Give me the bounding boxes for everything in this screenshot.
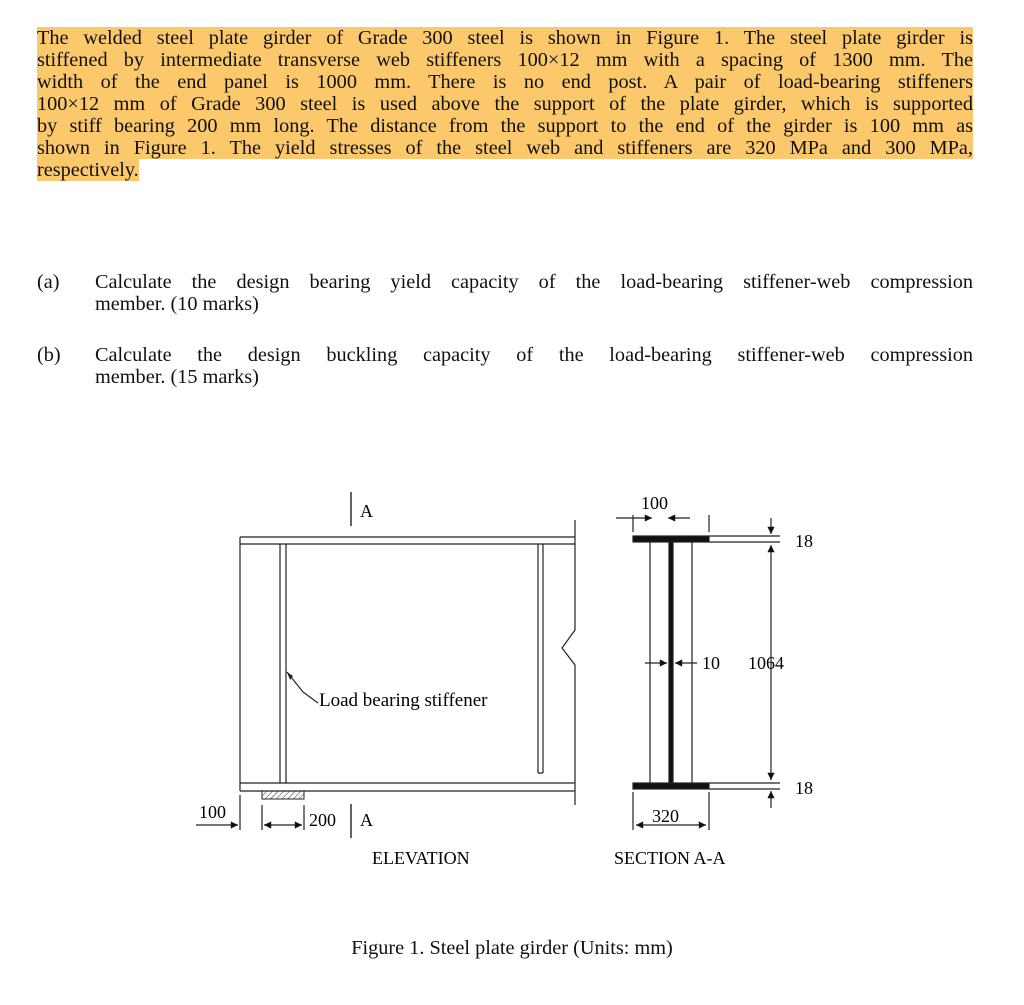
stiffener-label: Load bearing stiffener <box>319 690 488 711</box>
statement-line: stiffened by intermediate transverse web stiffeners 100×12 mm with a spacing of 1300 mm. The <box>37 49 973 71</box>
statement-line: by stiff bearing 200 mm long. The distance from the support to the end of the girder is 100 mm as <box>37 115 973 137</box>
question-line: Calculate the design buckling capacity of the load-bearing stiffener-web compression <box>95 344 973 366</box>
question-line: Calculate the design bearing yield capacity of the load-bearing stiffener-web compression <box>95 271 973 293</box>
dim-web-thk: 10 <box>702 653 720 673</box>
figure-caption: Figure 1. Steel plate girder (Units: mm) <box>351 937 673 959</box>
statement-line: 100×12 mm of Grade 300 steel is used above the support of the plate girder, which is supported <box>37 93 973 115</box>
statement-line: shown in Figure 1. The yield stresses of the steel web and stiffeners are 320 MPa and 300 MPa, <box>37 137 973 159</box>
section-mark-bottom: A <box>360 810 373 830</box>
statement-line: The welded steel plate girder of Grade 300 steel is shown in Figure 1. The steel plate girder is <box>37 27 973 49</box>
elevation-title: ELEVATION <box>372 848 470 868</box>
question-line: member. (10 marks) <box>95 293 259 315</box>
question-line: member. (15 marks) <box>95 366 259 388</box>
dim-flange-top: 100 <box>641 493 668 513</box>
question-a-label: (a) <box>37 271 60 293</box>
dim-flange-thk-top: 18 <box>795 531 813 551</box>
section-mark-top: A <box>360 501 373 521</box>
statement-line: width of the end panel is 1000 mm. There is no end post. A pair of load-bearing stiffeners <box>37 71 973 93</box>
dim-flange-thk-bottom: 18 <box>795 778 813 798</box>
dim-bearing-label: 200 <box>309 810 336 830</box>
dim-flange-width: 320 <box>652 806 679 826</box>
section-title: SECTION A-A <box>614 848 726 868</box>
statement-line: respectively. <box>37 159 139 181</box>
elevation-drawing <box>196 492 575 838</box>
question-b-label: (b) <box>37 344 61 366</box>
dim-end-label: 100 <box>199 802 226 822</box>
dim-web-depth: 1064 <box>748 653 784 673</box>
